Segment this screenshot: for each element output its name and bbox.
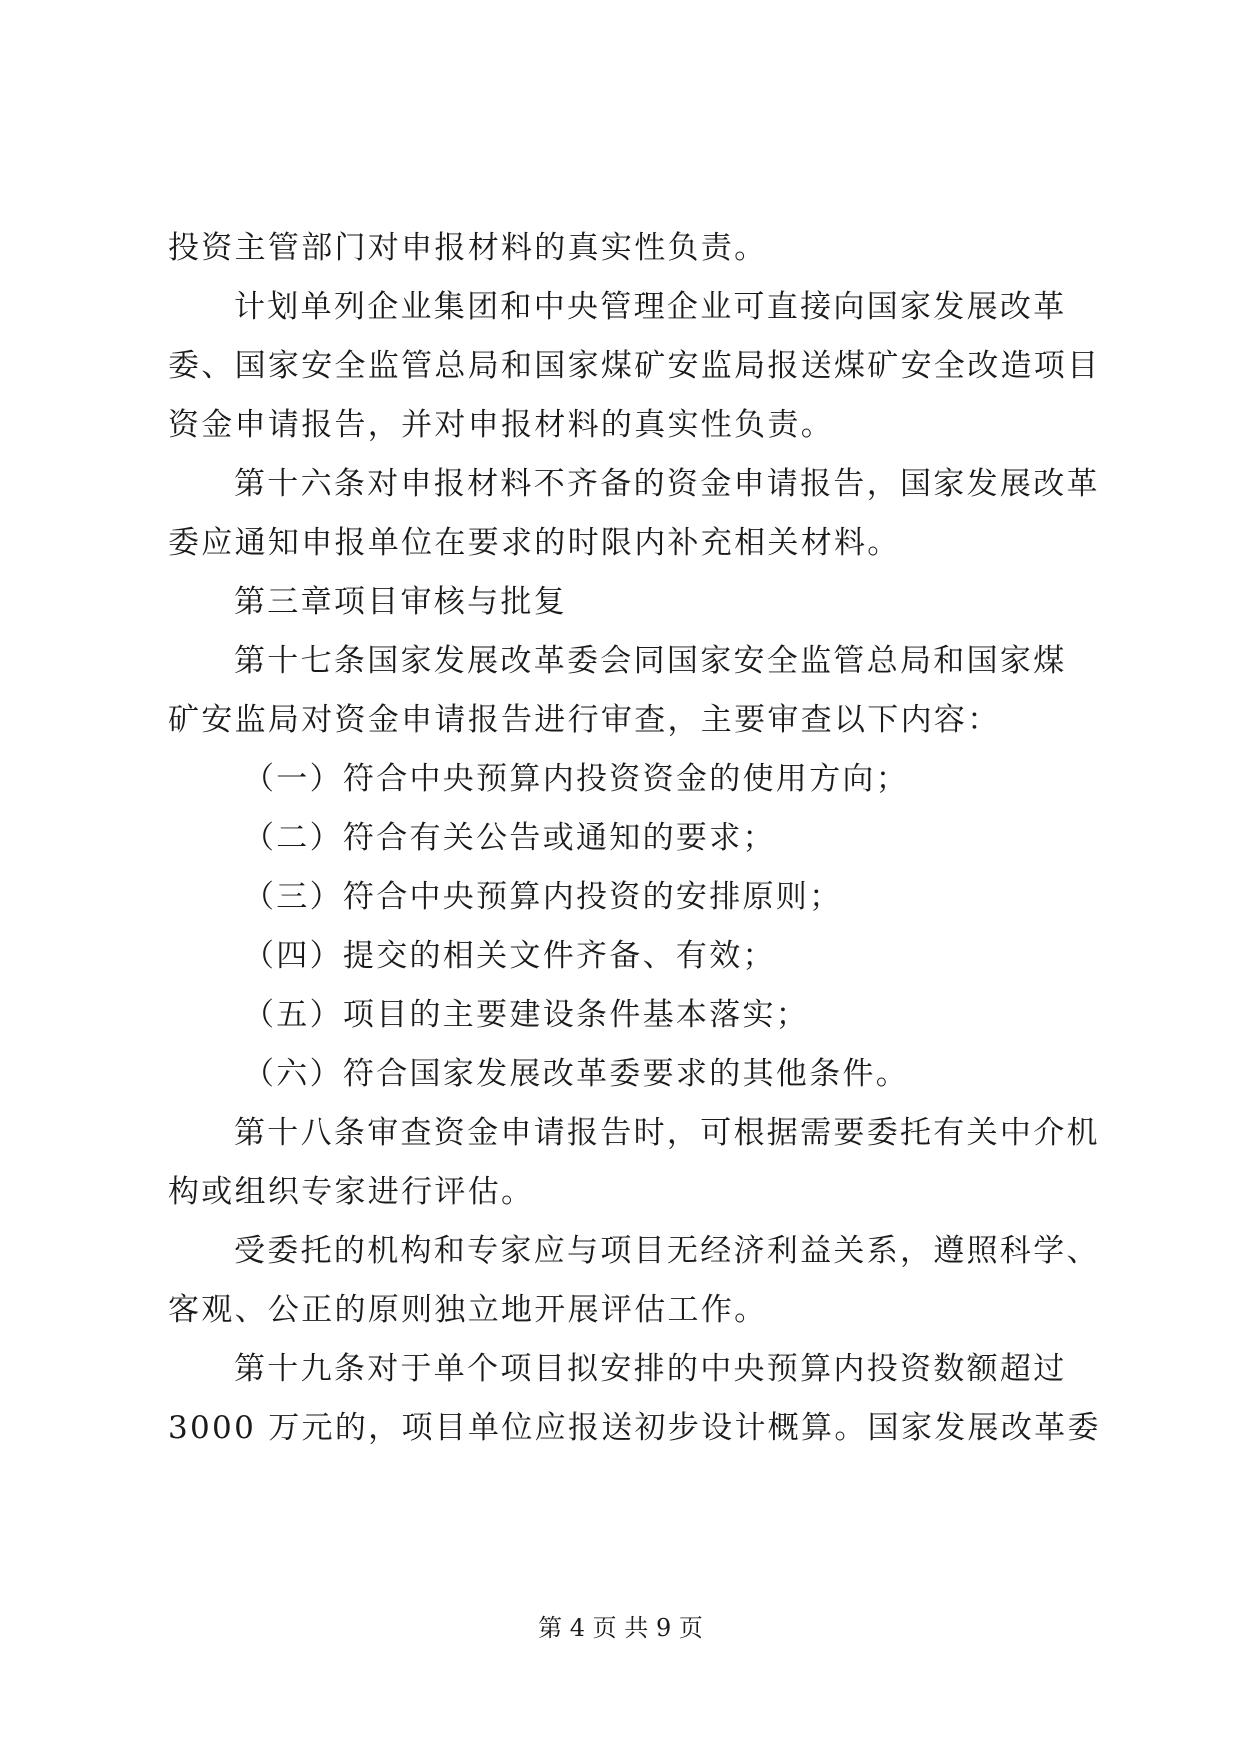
text-line: 投资主管部门对申报材料的真实性负责。 xyxy=(168,230,768,266)
text-line: 客观、公正的原则独立地开展评估工作。 xyxy=(168,1292,768,1328)
text-line: 第十六条对申报材料不齐备的资金申请报告，国家发展改革 xyxy=(234,466,1100,502)
text-line: 第十七条国家发展改革委会同国家安全监管总局和国家煤 xyxy=(234,643,1067,679)
list-item: （二）符合有关公告或通知的要求； xyxy=(243,820,776,856)
text-line: 委应通知申报单位在要求的时限内补充相关材料。 xyxy=(168,525,901,561)
text-line: 第十八条审查资金申请报告时，可根据需要委托有关中介机 xyxy=(234,1115,1100,1151)
text-line: 受委托的机构和专家应与项目无经济利益关系，遵照科学、 xyxy=(234,1233,1100,1269)
text-line: 3000 万元的，项目单位应报送初步设计概算。国家发展改革委 xyxy=(168,1410,1101,1446)
chapter-heading: 第三章项目审核与批复 xyxy=(234,584,567,620)
text-line: 资金申请报告，并对申报材料的真实性负责。 xyxy=(168,407,834,443)
text-line: 委、国家安全监管总局和国家煤矿安监局报送煤矿安全改造项目 xyxy=(168,348,1101,384)
page-number-footer: 第 4 页 共 9 页 xyxy=(538,1614,703,1642)
text-line: 计划单列企业集团和中央管理企业可直接向国家发展改革 xyxy=(234,289,1067,325)
text-line: 构或组织专家进行评估。 xyxy=(168,1174,535,1210)
list-item: （五）项目的主要建设条件基本落实； xyxy=(243,997,810,1033)
text-line: 矿安监局对资金申请报告进行审查，主要审查以下内容： xyxy=(168,702,1001,738)
list-item: （四）提交的相关文件齐备、有效； xyxy=(243,938,776,974)
list-item: （六）符合国家发展改革委要求的其他条件。 xyxy=(243,1056,909,1092)
text-line: 第十九条对于单个项目拟安排的中央预算内投资数额超过 xyxy=(234,1351,1067,1387)
list-item: （一）符合中央预算内投资资金的使用方向； xyxy=(243,761,909,797)
list-item: （三）符合中央预算内投资的安排原则； xyxy=(243,879,843,915)
